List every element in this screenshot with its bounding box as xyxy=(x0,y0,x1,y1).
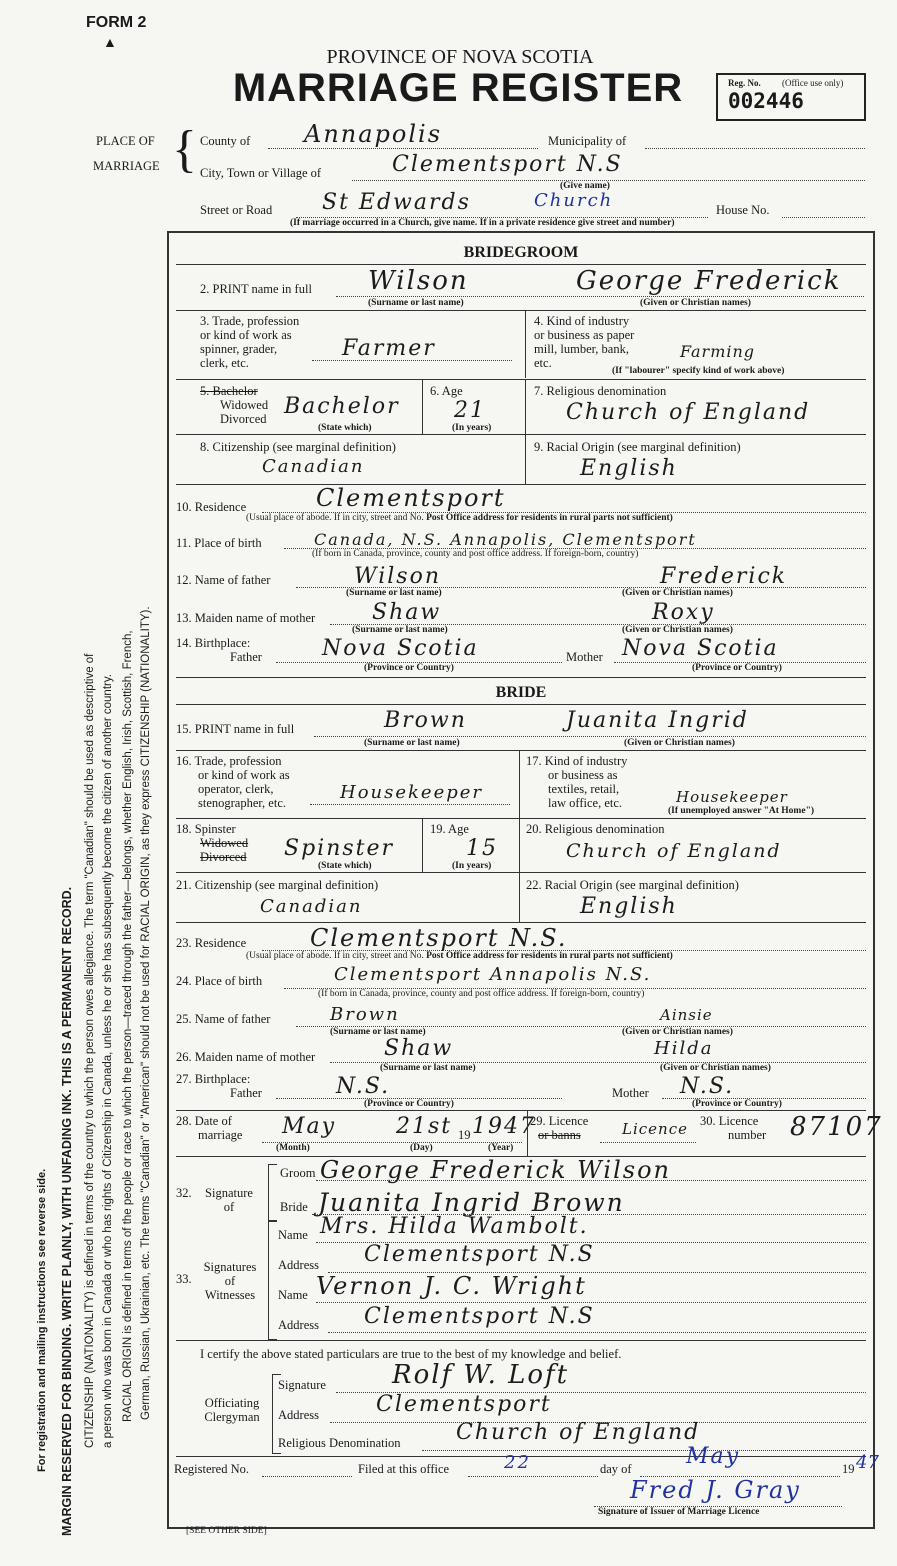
street-value: St Edwards xyxy=(322,190,471,215)
groom-mother-given: Roxy xyxy=(652,600,715,625)
label-line: Widowed xyxy=(220,398,269,412)
street-label: Street or Road xyxy=(200,203,273,217)
bride-status-label xyxy=(176,822,248,864)
bride-citizenship-label: 21. Citizenship (see marginal definition) xyxy=(176,878,379,892)
groom-industry-hint: (If "labourer" specify kind of work above) xyxy=(612,366,785,376)
bride-birth-hint: (If born in Canada, province, county and post office address. If foreign-born, country) xyxy=(318,989,645,999)
bride-industry-hint: (If unemployed answer "At Home") xyxy=(668,806,815,816)
groom-birth-label: 11. Place of birth xyxy=(176,536,262,550)
label-line: Witnesses xyxy=(204,1288,256,1302)
reg-no-value: 002446 xyxy=(728,89,804,113)
marriage-year-hint: (Year) xyxy=(488,1143,514,1153)
house-no-label: House No. xyxy=(716,203,770,217)
groom-sig-label: Groom xyxy=(280,1166,316,1180)
filed-day: 22 xyxy=(504,1452,531,1473)
label-line: clerk, etc. xyxy=(200,356,249,370)
label-line: textiles, retail, xyxy=(548,782,620,796)
bridegroom-heading: BRIDEGROOM xyxy=(463,244,579,261)
bride-mother-bp: N.S. xyxy=(680,1074,735,1099)
bride-heading: BRIDE xyxy=(495,684,547,701)
bride-given: Juanita Ingrid xyxy=(566,708,749,733)
margin-citizenship-def-2: a person who was born in Canada or who has rights of Citizenship in Canada, unless he or she has subsequently become the citizen of another country. xyxy=(102,674,114,1448)
groom-mother-surname: Shaw xyxy=(372,600,442,625)
brace-icon: { xyxy=(172,121,197,178)
see-other-side: [SEE OTHER SIDE] xyxy=(186,1526,267,1536)
label-line: 4. Kind of industry xyxy=(534,314,630,328)
label-line: Signatures xyxy=(203,1260,257,1274)
label-line: or business as xyxy=(548,768,618,782)
w2-address-label: Address xyxy=(278,1318,319,1332)
bride-mother-surname: Shaw xyxy=(384,1036,454,1061)
groom-status-label xyxy=(200,384,268,426)
groom-surname: Wilson xyxy=(368,266,469,296)
marriage-year: 1947 xyxy=(472,1114,536,1139)
groom-citizenship: Canadian xyxy=(262,456,365,477)
bride-father-bp: N.S. xyxy=(336,1074,391,1099)
margin-citizenship-def: CITIZENSHIP (NATIONALITY) is defined in terms of the country to which the person owes allegiance. The term "Canadian" should be used as descriptive of xyxy=(84,653,96,1448)
bride-racial: English xyxy=(580,894,678,919)
city-value: Clementsport N.S xyxy=(392,152,623,177)
county-value: Annapolis xyxy=(304,120,443,148)
groom-given-hint: (Given or Christian names) xyxy=(640,298,751,308)
label-line: stenographer, etc. xyxy=(198,796,287,810)
bride-name-label: 15. PRINT name in full xyxy=(176,722,295,736)
label-line: 5. Bachelor xyxy=(200,384,258,398)
bride-signature: Juanita Ingrid Brown xyxy=(318,1188,625,1217)
bride-residence-hint xyxy=(246,951,673,961)
groom-racial: English xyxy=(580,456,678,481)
groom-name-label-text: 2. PRINT name in full xyxy=(200,282,312,296)
bride-trade: Housekeeper xyxy=(340,782,484,803)
hint-bold: Post Office address for residents in rural parts not sufficient) xyxy=(426,951,673,961)
groom-signature: George Frederick Wilson xyxy=(320,1156,671,1184)
bride-birth-label: 24. Place of birth xyxy=(176,974,263,988)
label-line: etc. xyxy=(534,356,552,370)
bride-mother-given-hint: (Given or Christian names) xyxy=(660,1063,771,1073)
filed-label: Filed at this office xyxy=(358,1462,450,1476)
groom-father-surname: Wilson xyxy=(354,564,442,589)
label-line: 17. Kind of industry xyxy=(526,754,628,768)
margin-binding-notice: MARGIN RESERVED FOR BINDING. WRITE PLAINLY, WITH UNFADING INK. THIS IS A PERMANENT RECORD. xyxy=(60,886,74,1536)
clergy-denomination-label: Religious Denomination xyxy=(278,1436,401,1450)
municipality-label: Municipality of xyxy=(548,134,627,148)
registered-no-label: Registered No. xyxy=(174,1462,249,1476)
arrow-up-icon: ▲ xyxy=(103,36,117,51)
label-line: Divorced xyxy=(200,850,247,864)
bride-surname-hint: (Surname or last name) xyxy=(364,738,460,748)
groom-age-label: 6. Age xyxy=(430,384,463,398)
label-line: number xyxy=(728,1128,767,1142)
margin-racial-def-2: German, Russian, Ukrainian, etc. The terms "Canadian" or "American" should not be used for RACIAL ORIGIN, as they express CITIZENSHIP (NATIONALITY). xyxy=(140,606,152,1420)
groom-bp-mother-label: Mother xyxy=(566,650,603,664)
bride-trade-label xyxy=(176,754,290,810)
witness-label xyxy=(190,1260,270,1302)
form-number: FORM 2 xyxy=(86,14,147,31)
groom-residence-hint xyxy=(246,513,673,523)
groom-industry-label xyxy=(534,314,634,370)
bride-sig-label: Bride xyxy=(280,1200,308,1214)
groom-religion-label: 7. Religious denomination xyxy=(534,384,667,398)
certify-statement: I certify the above stated particulars are true to the best of my knowledge and belief. xyxy=(200,1347,622,1361)
document-title: MARRIAGE REGISTER xyxy=(232,66,684,110)
groom-father-given: Frederick xyxy=(660,564,788,589)
groom-mother-label: 13. Maiden name of mother xyxy=(176,611,316,625)
bride-mother-prov-hint: (Province or Country) xyxy=(692,1099,782,1109)
bride-religion: Church of England xyxy=(566,840,782,862)
groom-father-prov-hint: (Province or Country) xyxy=(364,663,454,673)
licence-number: 87107 xyxy=(790,1112,883,1142)
groom-mother-bp: Nova Scotia xyxy=(622,636,779,661)
label-line: 30. Licence xyxy=(700,1114,759,1128)
label-line: or banns xyxy=(538,1128,581,1142)
province-heading: PROVINCE OF NOVA SCOTIA xyxy=(326,46,594,68)
clergy-signature: Rolf W. Loft xyxy=(392,1360,570,1390)
bride-industry: Housekeeper xyxy=(676,788,788,806)
bride-age-label: 19. Age xyxy=(430,822,469,836)
label-line: or business as paper xyxy=(534,328,635,342)
groom-birthplace-label: 14. Birthplace: xyxy=(176,636,251,650)
label-line: or kind of work as xyxy=(198,768,290,782)
label-line: of xyxy=(223,1200,235,1214)
hint-text: (Usual place of abode. If in city, street and No. xyxy=(246,513,424,523)
groom-age: 21 xyxy=(454,398,486,423)
licence-label xyxy=(530,1114,588,1142)
groom-mother-given-hint: (Given or Christian names) xyxy=(622,625,733,635)
bride-given-hint: (Given or Christian names) xyxy=(624,738,735,748)
bride-religion-label: 20. Religious denomination xyxy=(526,822,665,836)
reg-no-office-note: (Office use only) xyxy=(782,78,844,88)
groom-mother-prov-hint: (Province or Country) xyxy=(692,663,782,673)
label-line: Signature xyxy=(205,1186,253,1200)
label-line: 16. Trade, profession xyxy=(176,754,282,768)
label-line: 28. Date of xyxy=(176,1114,232,1128)
bride-bp-father-label: Father xyxy=(230,1086,262,1100)
bride-residence: Clementsport N.S. xyxy=(310,924,568,952)
groom-father-surname-hint: (Surname or last name) xyxy=(346,588,442,598)
bride-father-prov-hint: (Province or Country) xyxy=(364,1099,454,1109)
groom-religion: Church of England xyxy=(566,400,811,425)
marriage-year-prefix: 19 xyxy=(458,1128,471,1142)
hint-text: (Usual place of abode. If in city, street and No. xyxy=(246,951,424,961)
label-line: of xyxy=(224,1274,236,1288)
bride-status: Spinster xyxy=(284,836,395,861)
day-of-label: day of xyxy=(600,1462,632,1476)
groom-trade-label xyxy=(200,314,299,370)
groom-birth: Canada, N.S. Annapolis, Clementsport xyxy=(314,530,697,549)
groom-surname-hint: (Surname or last name) xyxy=(368,298,464,308)
label-line: Officiating xyxy=(204,1396,260,1410)
bride-age: 15 xyxy=(466,836,498,861)
w1-address-label: Address xyxy=(278,1258,319,1272)
hint-bold: Post Office address for residents in rural parts not sufficient) xyxy=(426,513,673,523)
bride-industry-label xyxy=(526,754,627,810)
clergy-address: Clementsport xyxy=(376,1392,552,1417)
margin-instructions: For registration and mailing instructions see reverse side. xyxy=(36,1168,48,1472)
bride-mother-surname-hint: (Surname or last name) xyxy=(380,1063,476,1073)
groom-status: Bachelor xyxy=(284,394,400,419)
bride-mother-given: Hilda xyxy=(654,1038,714,1059)
signature-num: 32. xyxy=(176,1186,192,1200)
label-line: 29. Licence xyxy=(530,1114,589,1128)
filed-year-prefix: 19 xyxy=(842,1462,855,1476)
label-line: marriage xyxy=(198,1128,243,1142)
groom-residence-label: 10. Residence xyxy=(176,500,247,514)
clergy-label xyxy=(194,1396,270,1424)
bride-mother-label: 26. Maiden name of mother xyxy=(176,1050,316,1064)
bracket xyxy=(268,1164,277,1222)
label-line: 3. Trade, profession xyxy=(200,314,300,328)
licence-value: Licence xyxy=(622,1120,688,1138)
bride-father-surname: Brown xyxy=(330,1004,400,1025)
label-line: Widowed xyxy=(200,836,249,850)
groom-mother-surname-hint: (Surname or last name) xyxy=(352,625,448,635)
groom-in-years: (In years) xyxy=(452,423,492,433)
filed-year: 47 xyxy=(856,1452,879,1473)
w2-name: Vernon J. C. Wright xyxy=(316,1272,587,1300)
clergy-signature-label: Signature xyxy=(278,1378,326,1392)
reg-no-label: Reg. No. xyxy=(728,78,761,88)
label-line: mill, lumber, bank, xyxy=(534,342,629,356)
bride-surname: Brown xyxy=(384,708,467,733)
bride-residence-label: 23. Residence xyxy=(176,936,247,950)
bride-father-given-hint: (Given or Christian names) xyxy=(622,1027,733,1037)
label-line: Divorced xyxy=(220,412,267,426)
bride-father-given: Ainsie xyxy=(660,1006,713,1024)
issuer-label: Signature of Issuer of Marriage Licence xyxy=(598,1507,760,1517)
groom-state-which: (State which) xyxy=(318,423,372,433)
clergy-address-label: Address xyxy=(278,1408,319,1422)
reg-no-box xyxy=(716,73,866,121)
groom-given: George Frederick xyxy=(576,266,842,296)
bride-birthplace-label: 27. Birthplace: xyxy=(176,1072,251,1086)
licence-number-label xyxy=(700,1114,766,1142)
marriage-day-hint: (Day) xyxy=(410,1143,433,1153)
bride-father-label: 25. Name of father xyxy=(176,1012,271,1026)
label-line: operator, clerk, xyxy=(198,782,274,796)
label-line: or kind of work as xyxy=(200,328,292,342)
marriage-month: May xyxy=(282,1114,337,1139)
groom-residence: Clementsport xyxy=(316,484,506,512)
margin-racial-def: RACIAL ORIGIN is defined in terms of the people or race to which the person—traced through the father—belongs, whether English, Irish, Scottish, French, xyxy=(122,630,134,1422)
signature-label xyxy=(194,1186,264,1214)
marriage-date-label xyxy=(176,1114,242,1142)
filed-month: May xyxy=(686,1444,741,1469)
label-line: law office, etc. xyxy=(548,796,623,810)
city-label: City, Town or Village of xyxy=(200,166,322,180)
w2-address: Clementsport N.S xyxy=(364,1304,595,1329)
groom-birth-hint: (If born in Canada, province, county and post office address. If foreign-born, country) xyxy=(312,549,639,559)
w1-address: Clementsport N.S xyxy=(364,1242,595,1267)
give-name-hint: (Give name) xyxy=(560,181,610,191)
w1-name: Mrs. Hilda Wambolt. xyxy=(320,1214,589,1239)
groom-father-label: 12. Name of father xyxy=(176,573,271,587)
label-line: Clergyman xyxy=(204,1410,260,1424)
groom-industry: Farming xyxy=(680,342,756,361)
bride-state-which: (State which) xyxy=(318,861,372,871)
groom-citizenship-label: 8. Citizenship (see marginal definition) xyxy=(200,440,396,454)
bride-father-surname-hint: (Surname or last name) xyxy=(330,1027,426,1037)
bride-bp-mother-label: Mother xyxy=(612,1086,649,1100)
bride-birth: Clementsport Annapolis N.S. xyxy=(334,964,652,985)
issuer-signature: Fred J. Gray xyxy=(630,1476,801,1504)
place-heading-1: PLACE OF xyxy=(96,134,155,148)
place-heading-2: MARRIAGE xyxy=(93,159,160,173)
clergy-denomination: Church of England xyxy=(456,1420,701,1445)
label-line: spinner, grader, xyxy=(200,342,278,356)
bracket xyxy=(268,1220,277,1340)
bride-citizenship: Canadian xyxy=(260,896,363,917)
bride-in-years: (In years) xyxy=(452,861,492,871)
w2-name-label: Name xyxy=(278,1288,308,1302)
place-note: (If marriage occurred in a Church, give name. If in a private residence give street and number) xyxy=(290,218,675,228)
groom-bp-father-label: Father xyxy=(230,650,262,664)
label-line: 18. Spinster xyxy=(176,822,236,836)
county-label: County of xyxy=(200,134,251,148)
marriage-month-hint: (Month) xyxy=(276,1143,310,1153)
marriage-day: 21st xyxy=(396,1114,453,1139)
w1-name-label: Name xyxy=(278,1228,308,1242)
groom-racial-label: 9. Racial Origin (see marginal definition) xyxy=(534,440,741,454)
groom-name-label xyxy=(200,282,312,296)
witness-num: 33. xyxy=(176,1272,192,1286)
church-value: Church xyxy=(534,190,614,211)
groom-trade: Farmer xyxy=(342,336,436,361)
groom-father-bp: Nova Scotia xyxy=(322,636,479,661)
groom-father-given-hint: (Given or Christian names) xyxy=(622,588,733,598)
bride-racial-label: 22. Racial Origin (see marginal definition) xyxy=(526,878,739,892)
